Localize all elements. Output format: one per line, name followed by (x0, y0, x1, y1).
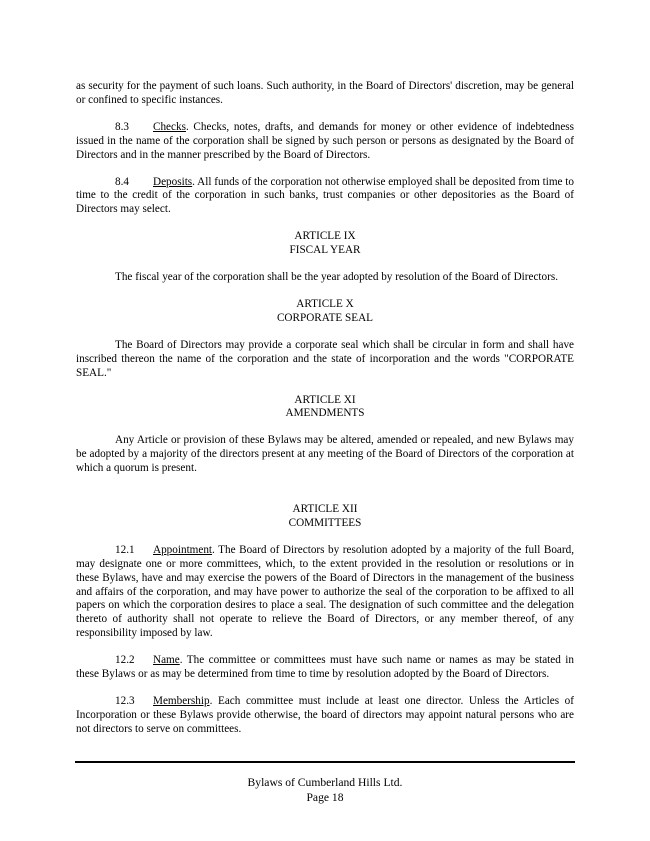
section-12-3 (76, 695, 574, 737)
section-text: . Checks, notes, drafts, and demands for money or other evidence of indebtedness issued in the name of the corporation shall be signed by such person or persons as designated by the Board of Directors and in the manner prescribed by the Board of Directors. (76, 120, 574, 161)
section-text: . The committee or committees must have such name or names as may be stated in these Bylaws or as may be determined from time to time by resolution adopted by the Board of Directors. (76, 654, 574, 681)
article-11-text: Any Article or provision of these Bylaws may be altered, amended or repealed, and new Bylaws may be adopted by a majority of the directors present at any meeting of the Board of Directors of the corporation at which a quorum is present. (76, 434, 574, 475)
article-label: ARTICLE IX (294, 230, 356, 243)
article-label: ARTICLE XI (294, 393, 356, 406)
article-title: FISCAL YEAR (289, 244, 361, 257)
section-12-2 (76, 654, 574, 682)
continuation-paragraph: as security for the payment of such loans. Such authority, in the Board of Directors' discretion, may be general or confined to specific instances. (76, 80, 574, 106)
section-12-1 (76, 544, 574, 641)
section-number: 12.1 (115, 543, 135, 556)
article-title: CORPORATE SEAL (276, 311, 374, 324)
section-8-4 (76, 176, 574, 218)
article-title: AMENDMENTS (285, 407, 365, 420)
article-10-text: The Board of Directors may provide a corporate seal which shall be circular in form and shall have inscribed thereon the name of the corporation and the state of incorporation and the words "CORPORATE SEAL." (76, 338, 574, 379)
article-9-heading (76, 230, 574, 258)
section-text: . Each committee must include at least one director. Unless the Articles of Incorporation or these Bylaws provide otherwise, the board of directors may appoint natural persons who are not directors to serve on committees. (76, 695, 574, 735)
article-10-heading (76, 298, 574, 326)
section-number: 8.4 (115, 175, 129, 188)
article-9-text: The fiscal year of the corporation shall be the year adopted by resolution of the Board of Directors. (115, 271, 558, 284)
document-body (76, 80, 574, 750)
section-title: Name (153, 654, 180, 667)
article-label: ARTICLE XII (292, 503, 358, 516)
section-title: Appointment (153, 543, 213, 556)
section-title: Checks (153, 120, 186, 133)
page-footer (75, 775, 575, 805)
article-12-heading (76, 503, 574, 531)
section-8-3 (76, 121, 574, 163)
section-title: Membership (153, 695, 210, 707)
article-title: COMMITTEES (288, 516, 362, 529)
footer-page-number: Page 18 (306, 791, 344, 804)
article-11-heading (76, 394, 574, 422)
section-number: 8.3 (115, 120, 129, 133)
footer-document-title: Bylaws of Cumberland Hills Ltd. (247, 776, 403, 789)
section-number: 12.2 (115, 654, 135, 667)
article-label: ARTICLE X (296, 297, 354, 310)
spacer (76, 489, 574, 503)
section-text: . The Board of Directors by resolution adopted by a majority of the full Board, may designate one or more committees, which, to the extent provided in the resolution or resolutions or in these Bylaws, have and may exercise the powers of the Board of Directors in the management of the business and affairs of the corporation, and may have power to authorize the seal of the corporation to be affixed to all papers on which the corporation desires to place a seal. The designation of such committee and the delegation thereto of authority shall not operate to relieve the Board of Directors, or any member thereof, of any responsibility imposed by law. (76, 543, 574, 640)
footer-divider (75, 761, 575, 763)
section-number: 12.3 (115, 695, 135, 707)
section-title: Deposits (153, 175, 193, 188)
section-text: . All funds of the corporation not otherwise employed shall be deposited from time to time to the credit of the corporation in such banks, trust companies or other depositories as the Board of Directors may select. (76, 175, 575, 216)
